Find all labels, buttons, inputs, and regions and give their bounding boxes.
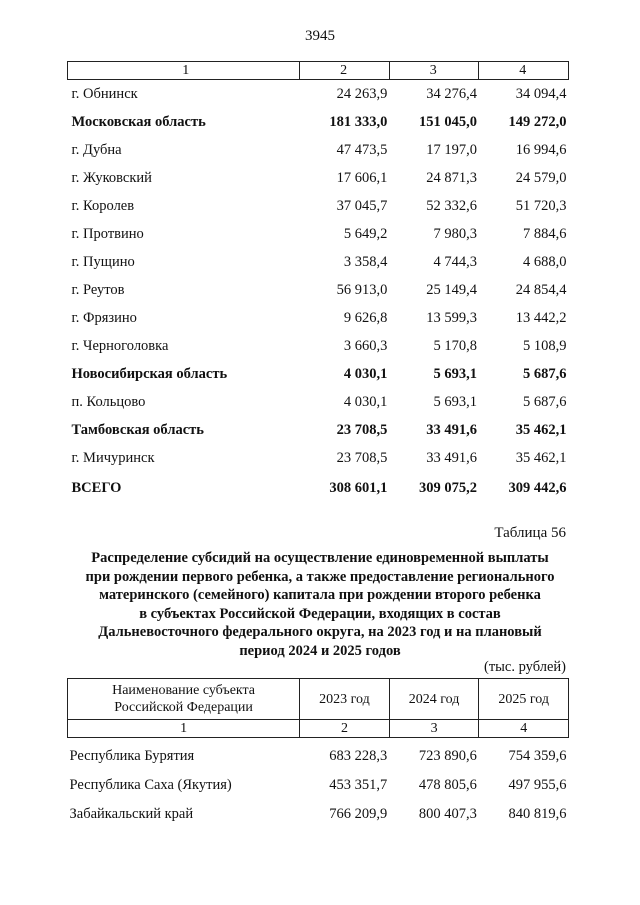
header-year-2024: 2024 год bbox=[389, 679, 479, 720]
value-2025-cell: 34 094,4 bbox=[515, 85, 567, 102]
region-name-cell: Республика Бурятия bbox=[69, 748, 195, 764]
heading-line: период 2024 и 2025 годов bbox=[239, 642, 401, 659]
column-number: 4 bbox=[479, 62, 569, 80]
value-2025-cell: 309 442,6 bbox=[508, 479, 567, 496]
far-east-subsidy-table bbox=[67, 678, 569, 829]
heading-line: материнского (семейного) капитала при рождении второго ребенка bbox=[99, 587, 541, 603]
value-2025-cell: 754 359,6 bbox=[508, 748, 567, 764]
value-2023-cell: 23 708,5 bbox=[336, 421, 388, 438]
value-2025-cell: 7 884,6 bbox=[523, 225, 567, 242]
value-2023-cell: 4 030,1 bbox=[343, 393, 388, 410]
region-name-cell: г. Мичуринск bbox=[71, 449, 155, 466]
region-name-cell: Забайкальский край bbox=[69, 806, 194, 822]
table-row bbox=[68, 248, 569, 276]
units-label: (тыс. рублей) bbox=[484, 659, 566, 675]
value-2023-cell: 766 209,9 bbox=[329, 806, 388, 822]
value-2024-cell: 309 075,2 bbox=[418, 479, 477, 496]
header-year-2023: 2023 год bbox=[300, 679, 390, 720]
value-2025-cell: 840 819,6 bbox=[508, 806, 567, 822]
heading-line: при рождении первого ребенка, а также предоставление регионального bbox=[85, 568, 555, 585]
region-name-cell: п. Кольцово bbox=[71, 393, 146, 410]
value-2025-cell: 35 462,1 bbox=[515, 449, 567, 466]
region-name-cell: г. Дубна bbox=[71, 141, 122, 158]
table-row bbox=[68, 164, 569, 192]
region-name-cell: Новосибирская область bbox=[71, 365, 228, 382]
value-2024-cell: 34 276,4 bbox=[426, 85, 477, 102]
value-2023-cell: 23 708,5 bbox=[336, 449, 388, 466]
value-2023-cell: 24 263,9 bbox=[336, 85, 388, 102]
table-row bbox=[68, 220, 569, 248]
value-2025-cell: 24 854,4 bbox=[515, 281, 567, 298]
value-2025-cell: 5 687,6 bbox=[523, 393, 567, 410]
table-header-row bbox=[68, 679, 569, 720]
value-2024-cell: 5 693,1 bbox=[433, 393, 477, 410]
table-number: Таблица 56 bbox=[494, 525, 566, 541]
table-row bbox=[68, 80, 569, 109]
column-number: 2 bbox=[300, 62, 390, 80]
heading-line: Распределение субсидий на осуществление единовременной выплаты bbox=[91, 550, 549, 566]
column-number: 1 bbox=[68, 62, 300, 80]
value-2023-cell: 683 228,3 bbox=[329, 748, 388, 764]
total-row bbox=[68, 472, 569, 504]
region-name-cell: ВСЕГО bbox=[71, 479, 122, 496]
value-2023-cell: 47 473,5 bbox=[336, 141, 388, 158]
region-name-cell: г. Обнинск bbox=[71, 85, 138, 102]
table-row bbox=[68, 771, 569, 800]
heading-line: в субъектах Российской Федерации, входящих в состав bbox=[139, 605, 501, 622]
table-row bbox=[68, 136, 569, 164]
value-2024-cell: 4 744,3 bbox=[433, 253, 477, 270]
page-number: 3945 bbox=[305, 28, 335, 44]
header-subject-line: Российской Федерации bbox=[114, 700, 253, 715]
heading-line: Дальневосточного федерального округа, на 2023 год и на плановый bbox=[98, 624, 542, 640]
region-name-cell: г. Реутов bbox=[71, 281, 125, 298]
table-row bbox=[68, 332, 569, 360]
value-2025-cell: 5 687,6 bbox=[523, 365, 567, 382]
value-2025-cell: 51 720,3 bbox=[515, 197, 567, 214]
value-2025-cell: 13 442,2 bbox=[515, 309, 567, 326]
value-2023-cell: 453 351,7 bbox=[329, 777, 388, 793]
subsidy-table-continued bbox=[67, 61, 569, 504]
table-row bbox=[68, 108, 569, 136]
column-number: 1 bbox=[68, 720, 300, 738]
column-number: 3 bbox=[389, 720, 479, 738]
column-number: 3 bbox=[389, 62, 479, 80]
column-number-row bbox=[68, 720, 569, 738]
region-name-cell: г. Королев bbox=[71, 197, 135, 214]
table-row bbox=[68, 416, 569, 444]
table-row bbox=[68, 276, 569, 304]
region-name-cell: г. Черноголовка bbox=[71, 337, 169, 354]
table-row bbox=[68, 388, 569, 416]
region-name-cell: г. Фрязино bbox=[71, 309, 137, 326]
value-2023-cell: 4 030,1 bbox=[343, 365, 388, 382]
region-name-cell: г. Протвино bbox=[71, 225, 144, 242]
region-name-cell: г. Пущино bbox=[71, 253, 135, 270]
value-2024-cell: 5 170,8 bbox=[433, 337, 477, 354]
table-row bbox=[68, 800, 569, 829]
region-name-cell: Республика Саха (Якутия) bbox=[69, 777, 232, 793]
value-2024-cell: 800 407,3 bbox=[418, 806, 477, 822]
column-number: 4 bbox=[479, 720, 569, 738]
value-2024-cell: 5 693,1 bbox=[433, 365, 477, 382]
value-2023-cell: 37 045,7 bbox=[336, 197, 388, 214]
value-2024-cell: 151 045,0 bbox=[418, 113, 477, 130]
table-row bbox=[68, 304, 569, 332]
value-2023-cell: 5 649,2 bbox=[343, 225, 388, 242]
value-2025-cell: 24 579,0 bbox=[515, 169, 567, 186]
header-year-2025: 2025 год bbox=[479, 679, 569, 720]
table-row bbox=[68, 738, 569, 772]
value-2024-cell: 33 491,6 bbox=[426, 449, 477, 466]
value-2025-cell: 149 272,0 bbox=[508, 113, 567, 130]
value-2023-cell: 56 913,0 bbox=[336, 281, 388, 298]
column-number-row bbox=[68, 62, 569, 80]
value-2024-cell: 13 599,3 bbox=[426, 309, 477, 326]
value-2024-cell: 33 491,6 bbox=[426, 421, 477, 438]
value-2024-cell: 24 871,3 bbox=[426, 169, 477, 186]
value-2024-cell: 52 332,6 bbox=[426, 197, 477, 214]
table-row bbox=[68, 360, 569, 388]
table-row bbox=[68, 192, 569, 220]
value-2024-cell: 723 890,6 bbox=[418, 748, 477, 764]
value-2024-cell: 7 980,3 bbox=[433, 225, 477, 242]
column-number: 2 bbox=[300, 720, 390, 738]
value-2024-cell: 25 149,4 bbox=[426, 281, 477, 298]
region-name-cell: Московская область bbox=[71, 113, 206, 130]
region-name-cell: Тамбовская область bbox=[71, 421, 204, 438]
table-row bbox=[68, 444, 569, 472]
value-2023-cell: 308 601,1 bbox=[329, 479, 388, 496]
value-2023-cell: 17 606,1 bbox=[336, 169, 388, 186]
header-subject-line: Наименование субъекта bbox=[112, 683, 256, 698]
value-2023-cell: 3 358,4 bbox=[343, 253, 388, 270]
region-name-cell: г. Жуковский bbox=[71, 169, 152, 186]
value-2025-cell: 497 955,6 bbox=[508, 777, 567, 793]
value-2025-cell: 16 994,6 bbox=[515, 141, 567, 158]
value-2024-cell: 478 805,6 bbox=[418, 777, 477, 793]
value-2024-cell: 17 197,0 bbox=[426, 141, 477, 158]
table-heading bbox=[60, 549, 580, 660]
value-2025-cell: 35 462,1 bbox=[515, 421, 567, 438]
value-2023-cell: 3 660,3 bbox=[343, 337, 388, 354]
value-2023-cell: 9 626,8 bbox=[343, 309, 388, 326]
value-2023-cell: 181 333,0 bbox=[329, 113, 388, 130]
value-2025-cell: 4 688,0 bbox=[523, 253, 567, 270]
header-subject-name bbox=[68, 679, 300, 720]
value-2025-cell: 5 108,9 bbox=[523, 337, 567, 354]
